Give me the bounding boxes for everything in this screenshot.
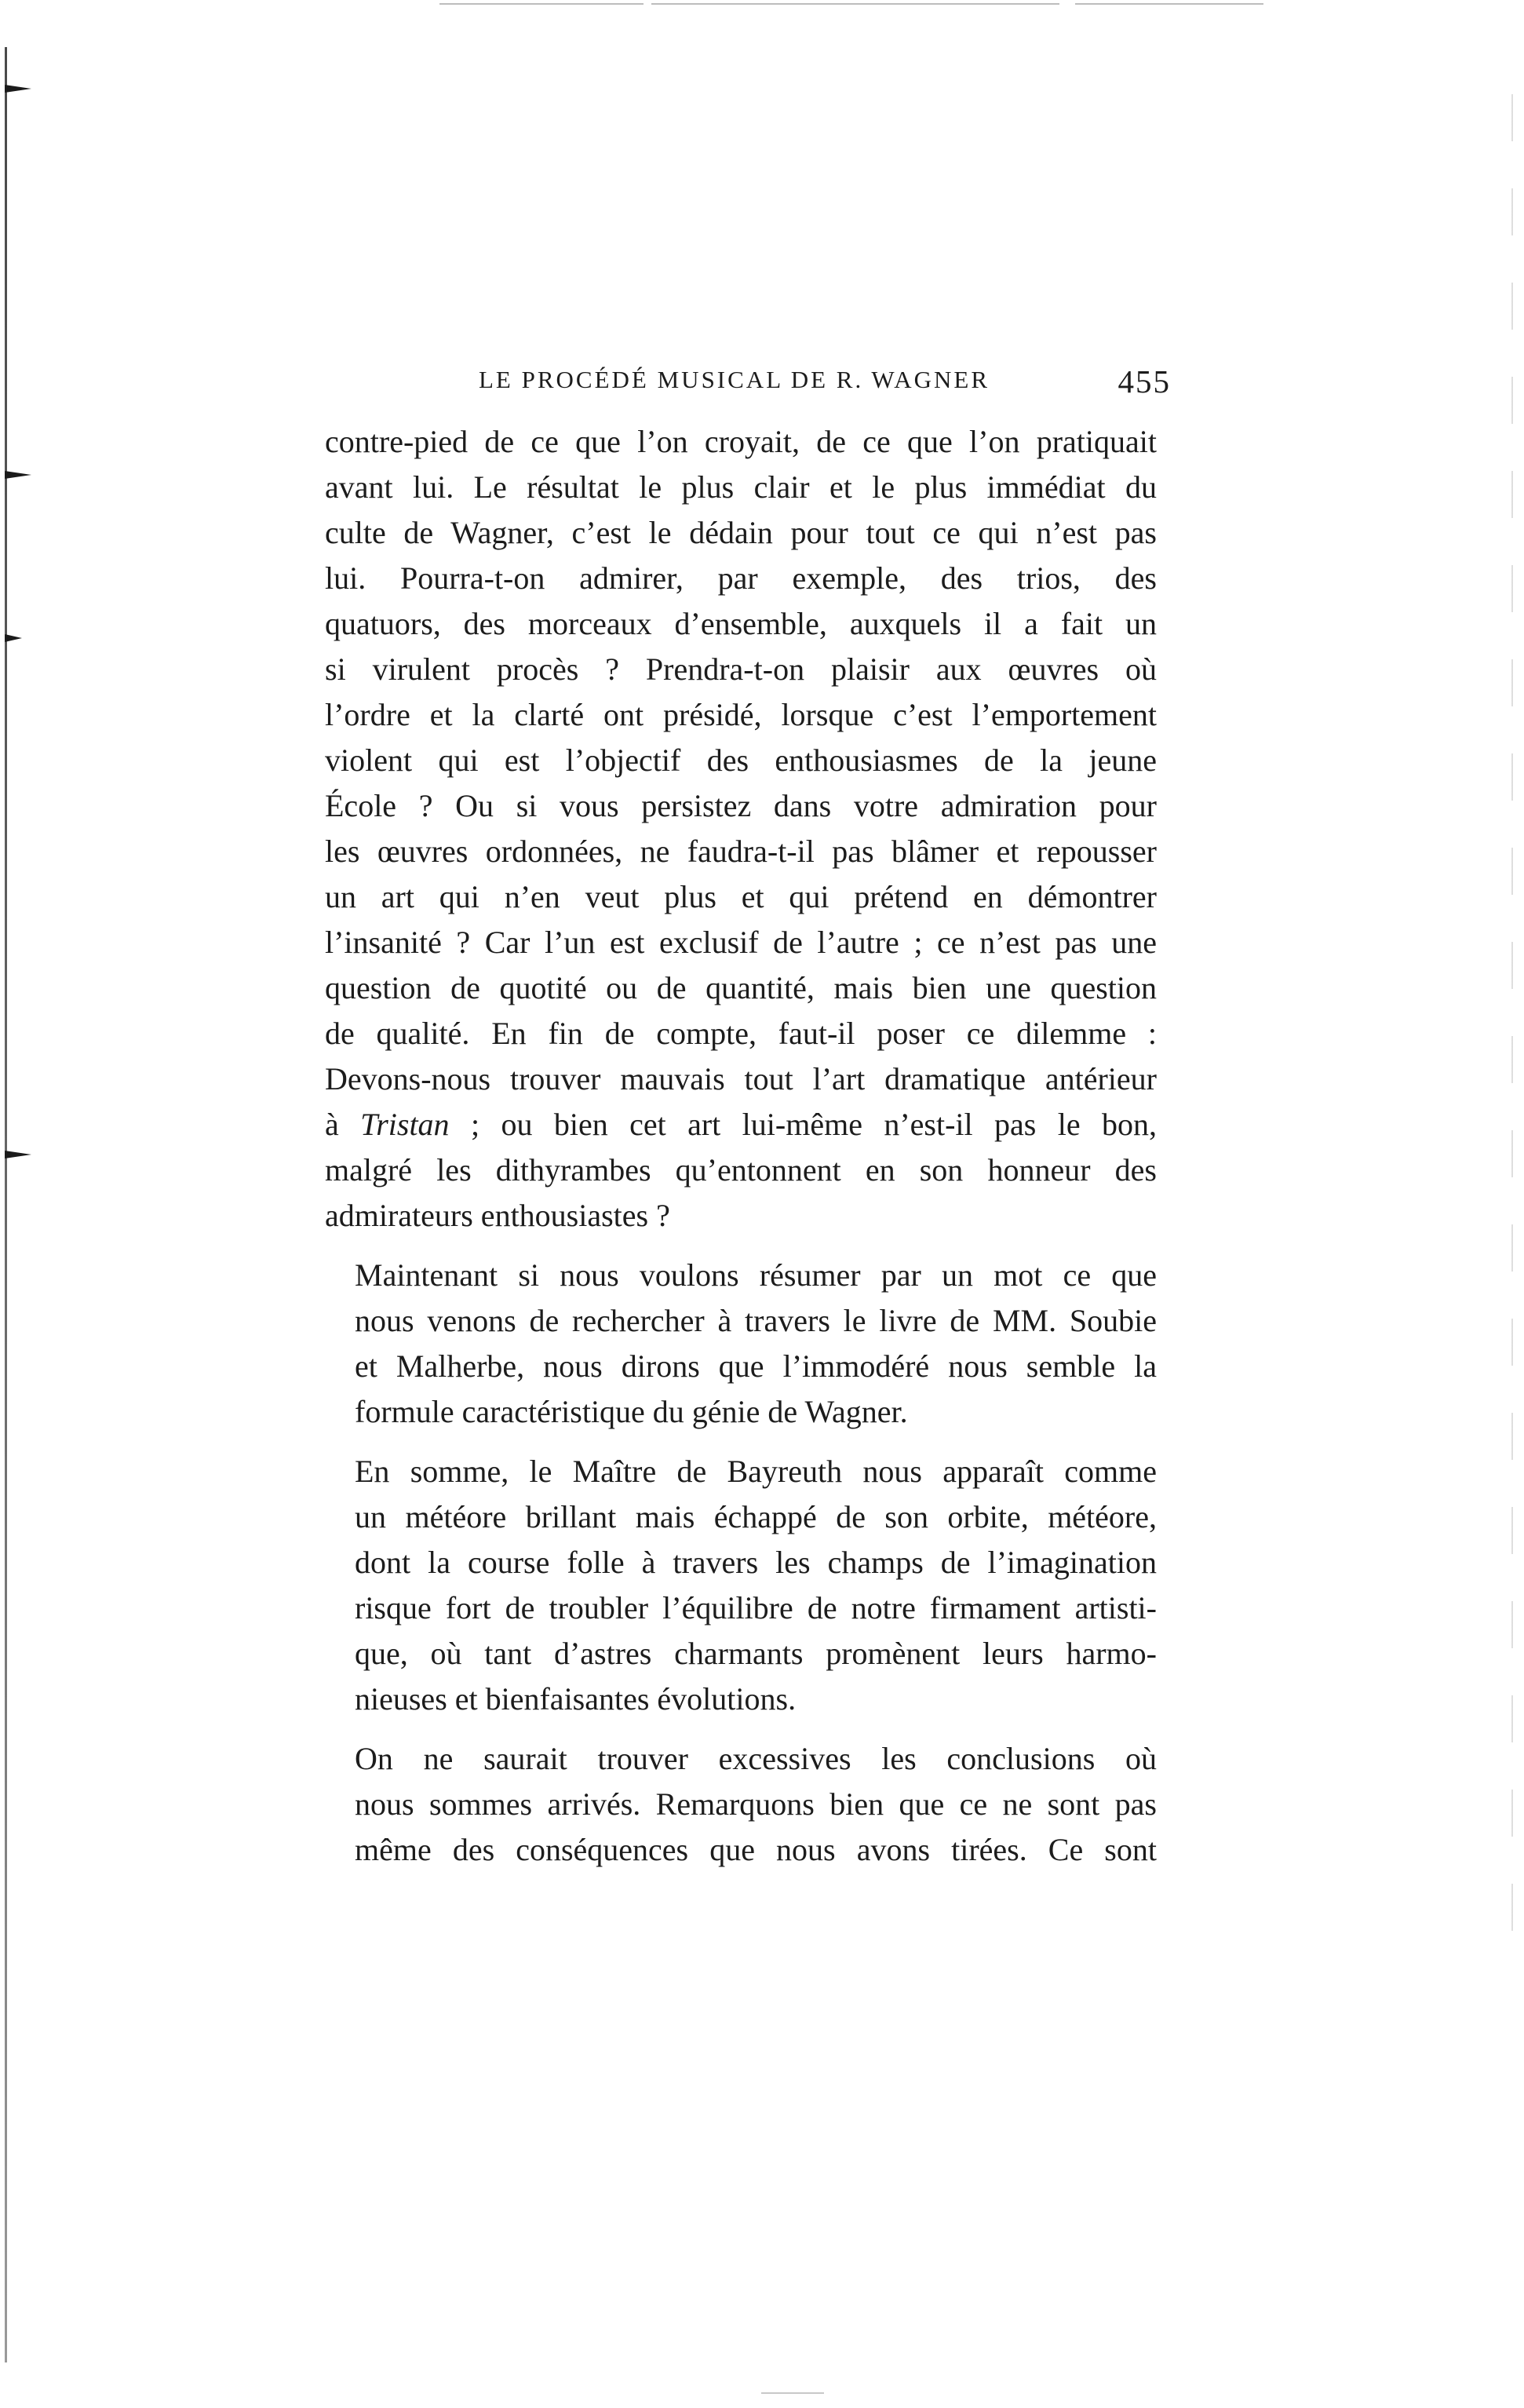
paragraph-4 [325,1736,1157,1873]
text-line: Devons-nous trouver mauvais tout l’art dramatique antérieur [325,1061,1157,1096]
paragraph-1 [325,419,1157,1239]
scan-edge-left [5,47,7,2362]
text-line: On ne saurait trouver excessives les conclusions où [355,1741,1157,1776]
text-line: avant lui. Le résultat le plus clair et le plus immédiat du [325,469,1157,505]
text-line: malgré les dithyrambes qu’entonnent en son honneur des [325,1152,1157,1188]
text-line: culte de Wagner, c’est le dédain pour tout ce qui n’est pas [325,515,1157,550]
text-line: l’ordre et la clarté ont présidé, lorsque c’est l’emportement [325,697,1157,732]
text-fragment: ; ou bien cet art lui-même n’est-il pas le bon, [449,1107,1157,1142]
text-line: nous venons de rechercher à travers le livre de MM. Soubie [355,1303,1157,1338]
paragraph-3 [325,1449,1157,1722]
text-line: formule caractéristique du génie de Wagner. [355,1394,908,1429]
text-line: un météore brillant mais échappé de son orbite, météore, [355,1499,1157,1534]
text-line: question de quotité ou de quantité, mais bien une question [325,970,1157,1005]
paragraph-2 [325,1253,1157,1435]
scan-top-rule [1075,3,1263,5]
text-line: violent qui est l’objectif des enthousiasmes de la jeune [325,742,1157,778]
scan-bottom-rule [761,2392,824,2394]
scan-edge-mark [5,1151,31,1158]
text-line: de qualité. En fin de compte, faut-il poser ce dilemme : [325,1016,1157,1051]
scan-edge-mark [5,471,31,479]
scan-edge-mark [5,85,31,93]
text-fragment: à [325,1107,361,1142]
text-line: École ? Ou si vous persistez dans votre admiration pour [325,788,1157,823]
text-line: si virulent procès ? Prendra-t-on plaisir aux œuvres où [325,651,1157,687]
text-line: admirateurs enthousiastes ? [325,1198,670,1233]
text-line: En somme, le Maître de Bayreuth nous apparaît comme [355,1454,1157,1489]
text-line [325,1102,1157,1147]
text-line: que, où tant d’astres charmants promènent leurs harmo- [355,1636,1157,1671]
text-line: contre-pied de ce que l’on croyait, de ce que l’on pratiquait [325,424,1157,459]
italic-title: Tristan [360,1107,450,1142]
text-line: lui. Pourra-t-on admirer, par exemple, des trios, des [325,560,1157,596]
running-header [330,363,1171,410]
text-line: et Malherbe, nous dirons que l’immodéré nous semble la [355,1348,1157,1384]
body-text [325,419,1157,1873]
scan-edge-right [1511,94,1513,1978]
text-line: nieuses et bienfaisantes évolutions. [355,1681,797,1717]
scan-edge-mark [5,634,22,642]
text-line: Maintenant si nous voulons résumer par un mot ce que [355,1257,1157,1293]
text-line: même des conséquences que nous avons tirées. Ce sont [355,1832,1157,1867]
text-line: dont la course folle à travers les champs de l’imagination [355,1545,1157,1580]
text-line: les œuvres ordonnées, ne faudra-t-il pas blâmer et repousser [325,834,1157,869]
text-line: risque fort de troubler l’équilibre de notre firmament artisti- [355,1590,1157,1625]
running-title: LE PROCÉDÉ MUSICAL DE R. WAGNER [479,366,990,393]
text-line: quatuors, des morceaux d’ensemble, auxquels il a fait un [325,606,1157,641]
text-line: l’insanité ? Car l’un est exclusif de l’autre ; ce n’est pas une [325,925,1157,960]
text-line: nous sommes arrivés. Remarquons bien que ce ne sont pas [355,1786,1157,1822]
scan-top-rule [439,3,644,5]
scan-top-rule [651,3,1059,5]
page-number: 455 [1117,363,1171,400]
text-line: un art qui n’en veut plus et qui prétend en démontrer [325,879,1157,914]
